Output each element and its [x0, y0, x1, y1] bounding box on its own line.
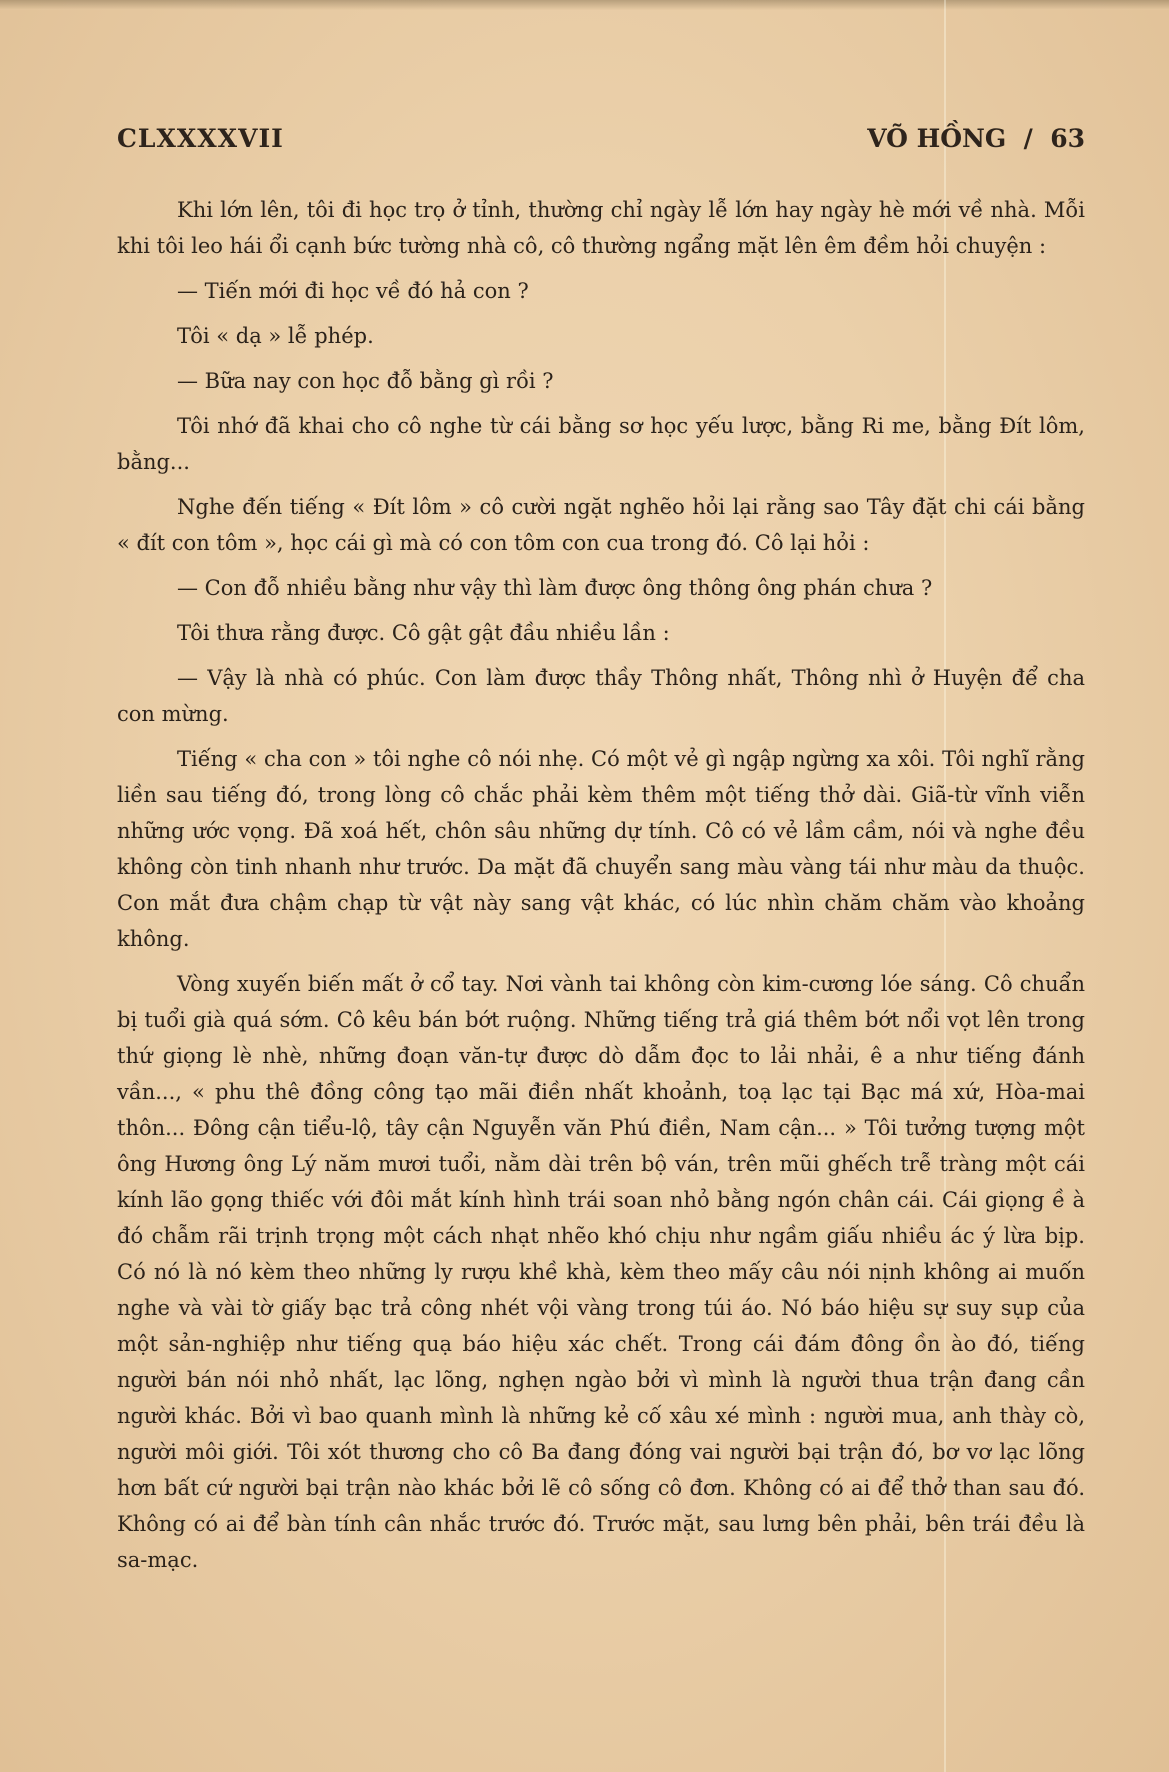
- body-text: [117, 192, 1085, 1587]
- paragraph: Tôi nhớ đã khai cho cô nghe từ cái bằng sơ học yếu lược, bằng Ri me, bằng Đít lôm, bằng...: [117, 414, 1085, 474]
- dialogue-line: — Vậy là nhà có phúc. Con làm được thầy Thông nhất, Thông nhì ở Huyện để cha con mừng.: [117, 666, 1085, 726]
- paragraph: Tiếng « cha con » tôi nghe cô nói nhẹ. Có một vẻ gì ngập ngừng xa xôi. Tôi nghĩ rằng liền sau tiếng đó, trong lòng cô chắc phải kèm thêm một tiếng thở dài. Giã-từ vĩnh viễn những ước vọng. Đã xoá hết, chôn sâu những dự tính. Cô có vẻ lầm cầm, nói và nghe đều không còn tinh nhanh như trước. Da mặt đã chuyển sang màu vàng tái như màu da thuộc. Con mắt đưa chậm chạp từ vật này sang vật khác, có lúc nhìn chăm chăm vào khoảng không.: [117, 747, 1085, 951]
- author-page-number: VÕ HỒNG / 63: [867, 124, 1085, 153]
- paragraph: Tôi thưa rằng được. Cô gật gật đầu nhiều lần :: [177, 621, 670, 645]
- running-header: [117, 124, 1085, 160]
- paragraph: Nghe đến tiếng « Đít lôm » cô cười ngặt nghẽo hỏi lại rằng sao Tây đặt chi cái bằng « đít con tôm », học cái gì mà có con tôm con cua trong đó. Cô lại hỏi :: [117, 495, 1085, 555]
- page-top-edge: [0, 0, 1169, 10]
- paragraph: Khi lớn lên, tôi đi học trọ ở tỉnh, thường chỉ ngày lễ lớn hay ngày hè mới về nhà. Mỗi khi tôi leo hái ổi cạnh bức tường nhà cô, cô thường ngẩng mặt lên êm đềm hỏi chuyện :: [117, 198, 1085, 258]
- paragraph: Tôi « dạ » lễ phép.: [177, 324, 374, 348]
- dialogue-line: — Con đỗ nhiều bằng như vậy thì làm được ông thông ông phán chưa ?: [177, 576, 933, 600]
- dialogue-line: — Tiến mới đi học về đó hả con ?: [177, 279, 529, 303]
- dialogue-line: — Bữa nay con học đỗ bằng gì rồi ?: [177, 369, 554, 393]
- chapter-number: CLXXXXVII: [117, 124, 284, 153]
- paragraph: Vòng xuyến biến mất ở cổ tay. Nơi vành tai không còn kim-cương lóe sáng. Cô chuẩn bị tuổi già quá sớm. Cô kêu bán bớt ruộng. Những tiếng trả giá thêm bớt nổi vọt lên trong thứ giọng lè nhè, những đoạn văn-tự được dò dẫm đọc to lải nhải, ê a như tiếng đánh vần..., « phu thê đồng công tạo mãi điền nhất khoảnh, toạ lạc tại Bạc má xứ, Hòa-mai thôn... Đông cận tiểu-lộ, tây cận Nguyễn văn Phú điền, Nam cận... » Tôi tưởng tượng một ông Hương ông Lý năm mươi tuổi, nằm dài trên bộ ván, trên mũi ghếch trễ tràng một cái kính lão gọng thiếc với đôi mắt kính hình trái soan nhỏ bằng ngón chân cái. Cái giọng ề à đó chẫm rãi trịnh trọng một cách nhạt nhẽo khó chịu như ngầm giấu nhiều ác ý lừa bịp. Có nó là nó kèm theo những ly rượu khề khà, kèm theo mấy câu nói nịnh không ai muốn nghe và vài tờ giấy bạc trả công nhét vội vàng trong túi áo. Nó báo hiệu sự suy sụp của một sản-nghiệp như tiếng quạ báo hiệu xác chết. Trong cái đám đông ồn ào đó, tiếng người bán nói nhỏ nhất, lạc lõng, nghẹn ngào bởi vì mình là người thua trận đang cần người khác. Bởi vì bao quanh mình là những kẻ cố xâu xé mình : người mua, anh thày cò, người môi giới. Tôi xót thương cho cô Ba đang đóng vai người bại trận đó, bơ vơ lạc lõng hơn bất cứ người bại trận nào khác bởi lẽ cô sống cô đơn. Không có ai để thở than sau đó. Không có ai để bàn tính cân nhắc trước đó. Trước mặt, sau lưng bên phải, bên trái đều là sa-mạc.: [117, 972, 1085, 1572]
